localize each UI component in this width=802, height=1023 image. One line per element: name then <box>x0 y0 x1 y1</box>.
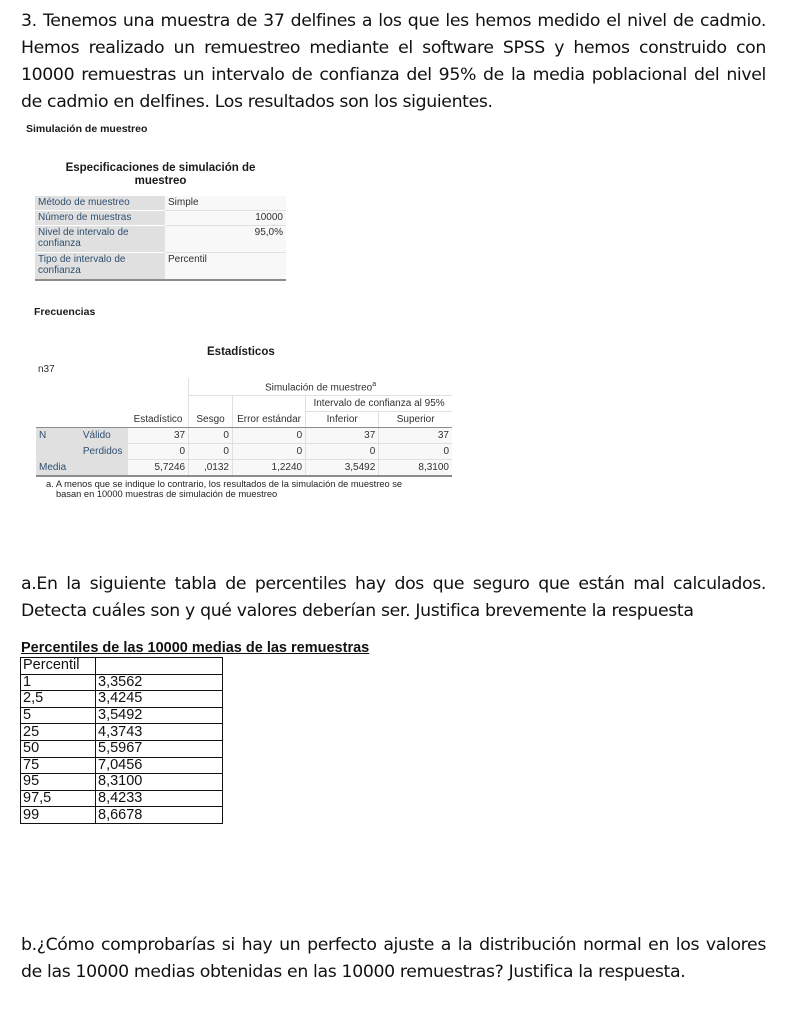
percentiles-table <box>20 657 223 824</box>
col-header-sesgo: Sesgo <box>189 412 233 428</box>
percentiles-table-title: Percentiles de las 10000 medias de las remuestras <box>21 640 370 656</box>
question-statement <box>21 8 766 116</box>
percentile-cell: 97,5 <box>21 790 96 807</box>
cell-estadistico: 0 <box>128 444 189 460</box>
value-cell: 7,0456 <box>96 757 223 774</box>
table-row <box>35 211 286 226</box>
question-line: 3. Tenemos una muestra de 37 delfines a los que les hemos medido el nivel de cadmio. <box>21 11 766 31</box>
percentile-cell: 1 <box>21 674 96 691</box>
table-row <box>21 740 223 757</box>
table-row <box>35 253 286 281</box>
table-row <box>21 691 223 708</box>
part-a-line: Detecta cuáles son y qué valores deberían ser. Justifica brevemente la respuesta <box>21 601 694 621</box>
simulation-group-label: Simulación de muestreo <box>264 382 373 394</box>
cell-error: 0 <box>232 444 305 460</box>
row-label: Media <box>36 460 128 477</box>
cell-inferior: 3,5492 <box>306 460 379 477</box>
header-row <box>36 378 452 396</box>
part-b-statement <box>21 932 766 986</box>
simulation-table-title-line2: muestreo <box>134 175 187 187</box>
spec-value: 95,0% <box>165 226 286 253</box>
table-footnote <box>46 479 402 499</box>
table-row <box>36 460 452 477</box>
spec-label: Método de muestreo <box>35 196 165 211</box>
value-cell: 3,3562 <box>96 674 223 691</box>
col-header-inferior: Inferior <box>306 412 379 428</box>
cell-sesgo: ,0132 <box>189 460 233 477</box>
statistics-table-title: Estadísticos <box>207 346 275 358</box>
cell-superior: 0 <box>379 444 452 460</box>
col-header-value <box>96 658 223 675</box>
value-cell: 4,3743 <box>96 724 223 741</box>
col-header-superior: Superior <box>379 412 452 428</box>
cell-sesgo: 0 <box>189 428 233 444</box>
header-row <box>36 396 452 412</box>
col-header-estadistico: Estadístico <box>128 412 189 428</box>
simulation-table-title <box>35 162 286 188</box>
table-row <box>21 724 223 741</box>
table-row <box>36 444 452 460</box>
percentile-cell: 25 <box>21 724 96 741</box>
percentile-cell: 50 <box>21 740 96 757</box>
cell-estadistico: 5,7246 <box>128 460 189 477</box>
part-b-line: de las 10000 medias obtenidas en las 10000 remuestras? Justifica la respuesta. <box>21 962 686 982</box>
simulation-spec-table <box>35 196 286 281</box>
table-row <box>21 757 223 774</box>
cell-superior: 37 <box>379 428 452 444</box>
value-cell: 3,4245 <box>96 691 223 708</box>
part-a-statement <box>21 571 766 625</box>
simulation-group-header <box>189 378 452 396</box>
table-row <box>21 790 223 807</box>
cell-superior: 8,3100 <box>379 460 452 477</box>
header-row <box>36 412 452 428</box>
value-cell: 8,3100 <box>96 774 223 791</box>
cell-inferior: 0 <box>306 444 379 460</box>
simulation-section-title: Simulación de muestreo <box>26 123 148 135</box>
part-a-line: a.En la siguiente tabla de percentiles hay dos que seguro que están mal calculados. <box>21 574 766 594</box>
percentile-cell: 5 <box>21 707 96 724</box>
spec-label: Tipo de intervalo de confianza <box>35 253 165 281</box>
spec-label: Nivel de intervalo de confianza <box>35 226 165 253</box>
row-sublabel: Perdidos <box>80 444 128 460</box>
percentile-cell: 75 <box>21 757 96 774</box>
cell-error: 1,2240 <box>232 460 305 477</box>
spec-value: Simple <box>165 196 286 211</box>
table-row <box>21 807 223 824</box>
table-row <box>36 428 452 444</box>
question-line: 10000 remuestras un intervalo de confianza del 95% de la media poblacional del nivel <box>21 65 766 85</box>
table-row <box>35 226 286 253</box>
table-row <box>21 707 223 724</box>
statistics-table <box>36 378 452 477</box>
header-row <box>21 658 223 675</box>
spec-value: 10000 <box>165 211 286 226</box>
ci-group-header: Intervalo de confianza al 95% <box>306 396 452 412</box>
footnote-line: basan en 10000 muestras de simulación de muestreo <box>56 489 278 499</box>
row-sublabel: Válido <box>80 428 128 444</box>
spec-label: Número de muestras <box>35 211 165 226</box>
frequencies-section-title: Frecuencias <box>34 306 96 318</box>
spec-value: Percentil <box>165 253 286 281</box>
table-row <box>35 196 286 211</box>
percentile-cell: 99 <box>21 807 96 824</box>
footnote-line: a. A menos que se indique lo contrario, los resultados de la simulación de muestreo se <box>46 479 403 489</box>
cell-estadistico: 37 <box>128 428 189 444</box>
col-header-error: Error estándar <box>232 412 305 428</box>
footnote-marker: a <box>372 381 377 388</box>
col-header-percentil: Percentil <box>21 658 96 675</box>
cell-inferior: 37 <box>306 428 379 444</box>
row-label <box>36 444 80 460</box>
row-label: N <box>36 428 80 444</box>
percentile-cell: 95 <box>21 774 96 791</box>
value-cell: 3,5492 <box>96 707 223 724</box>
cell-error: 0 <box>232 428 305 444</box>
value-cell: 8,4233 <box>96 790 223 807</box>
table-row <box>21 674 223 691</box>
value-cell: 8,6678 <box>96 807 223 824</box>
question-line: Hemos realizado un remuestreo mediante el software SPSS y hemos construido con <box>21 38 766 58</box>
percentile-cell: 2,5 <box>21 691 96 708</box>
value-cell: 5,5967 <box>96 740 223 757</box>
part-b-line: b.¿Cómo comprobarías si hay un perfecto ajuste a la distribución normal en los valores <box>21 935 766 955</box>
cell-sesgo: 0 <box>189 444 233 460</box>
variable-name: n37 <box>38 364 55 375</box>
table-row <box>21 774 223 791</box>
question-line: de cadmio en delfines. Los resultados son los siguientes. <box>21 92 493 112</box>
simulation-table-title-line1: Especificaciones de simulación de <box>65 162 256 174</box>
